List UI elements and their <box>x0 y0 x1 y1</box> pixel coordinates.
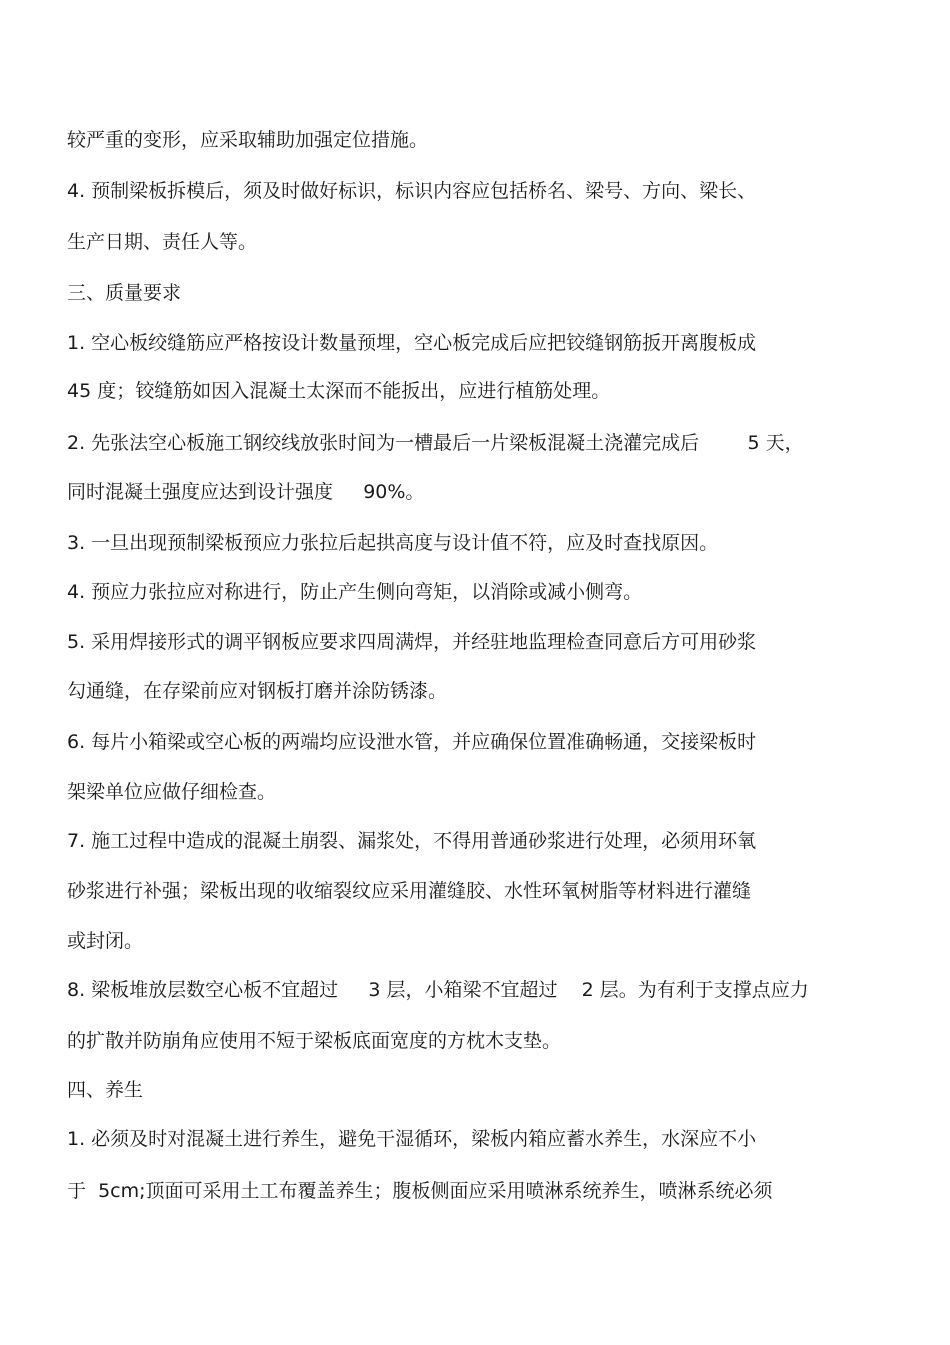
text-line: 2. 先张法空心板施工钢绞线放张时间为一槽最后一片梁板混凝土浇灌完成后 5 天， <box>67 432 804 454</box>
text-line: 同时混凝土强度应达到设计强度 90%。 <box>67 481 425 503</box>
text-line: 4. 预制梁板拆模后，须及时做好标识，标识内容应包括桥名、梁号、方向、梁长、 <box>67 180 757 202</box>
text-line: 4. 预应力张拉应对称进行，防止产生侧向弯矩，以消除或减小侧弯。 <box>67 581 643 603</box>
text-line: 7. 施工过程中造成的混凝土崩裂、漏浆处，不得用普通砂浆进行处理，必须用环氧 <box>67 830 757 852</box>
text-line: 的扩散并防崩角应使用不短于梁板底面宽度的方枕木支垫。 <box>67 1030 562 1052</box>
text-line: 砂浆进行补强；梁板出现的收缩裂纹应采用灌缝胶、水性环氧树脂等材料进行灌缝 <box>67 880 752 902</box>
text-line: 或封闭。 <box>67 930 144 952</box>
text-line: 勾通缝，在存梁前应对钢板打磨并涂防锈漆。 <box>67 680 448 702</box>
text-line: 较严重的变形，应采取辅助加强定位措施。 <box>67 129 429 151</box>
text-line: 5. 采用焊接形式的调平钢板应要求四周满焊，并经驻地监理检查同意后方可用砂浆 <box>67 631 757 653</box>
text-line: 架梁单位应做仔细检查。 <box>67 781 277 803</box>
text-line: 6. 每片小箱梁或空心板的两端均应设泄水管，并应确保位置准确畅通，交接梁板时 <box>67 731 757 753</box>
section-heading: 四、养生 <box>67 1079 144 1101</box>
text-line: 1. 空心板绞缝筋应严格按设计数量预埋，空心板完成后应把铰缝钢筋扳开离腹板成 <box>67 332 757 354</box>
section-heading: 三、质量要求 <box>67 282 182 304</box>
text-line: 1. 必须及时对混凝土进行养生，避免干湿循环，梁板内箱应蓄水养生，水深应不小 <box>67 1128 757 1150</box>
text-line: 3. 一旦出现预制梁板预应力张拉后起拱高度与设计值不符，应及时查找原因。 <box>67 532 719 554</box>
text-line: 生产日期、责任人等。 <box>67 231 258 253</box>
text-line: 45 度；铰缝筋如因入混凝土太深而不能扳出，应进行植筋处理。 <box>67 380 611 402</box>
text-line: 于 5cm;顶面可采用土工布覆盖养生；腹板侧面应采用喷淋系统养生，喷淋系统必须 <box>67 1180 773 1202</box>
text-line: 8. 梁板堆放层数空心板不宜超过 3 层，小箱梁不宜超过 2 层。为有利于支撑点应力 <box>67 979 809 1001</box>
